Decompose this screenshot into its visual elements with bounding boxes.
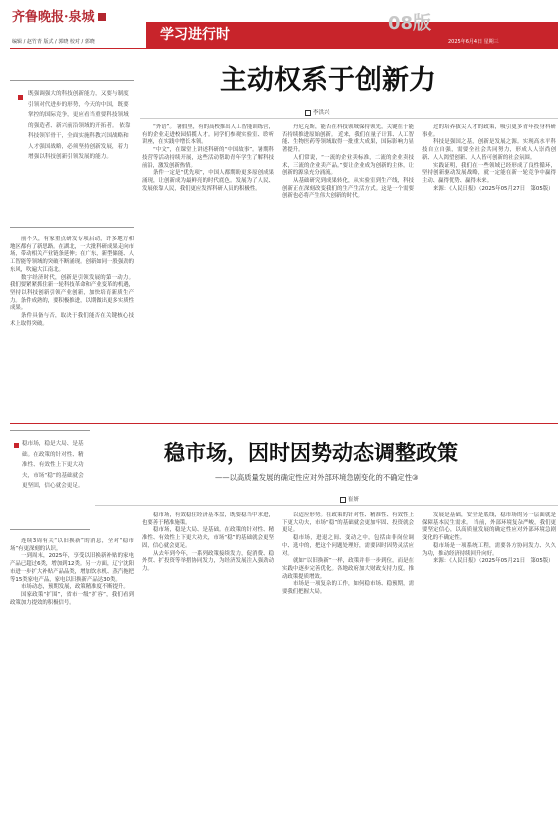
paragraph: 人们常说，“一流的企业卖标准，二流的企业卖技术，三流的企业卖产品。”要让企业成为创新的主体，让创新的源泉充分涌流。 <box>282 154 414 177</box>
article1-author: 李洪兴 <box>313 110 330 116</box>
article-divider <box>10 423 558 424</box>
article1-intro-box <box>10 80 134 228</box>
header-rule <box>10 48 558 49</box>
editor-credits: 编辑 / 赵竹青 版式 / 郭晓 校对 / 郭晓 <box>12 39 95 45</box>
paragraph: 一到周末，2025年，享受以旧换新补贴的家电产品已超过6类，增加到12类。另一方面，辽宁沈阳市进一步扩大补贴产品品类，增加饮水机、蒸汽拖把等15类家电产品，家电以旧换新产品达30类。 <box>10 553 134 583</box>
paragraph: 以适应形势。在政策的针对性、精准性、有效性上下更大功夫，市场“稳”的基础就会更加牢固、投资就会更足。 <box>282 512 414 534</box>
paragraph: 就如“以旧换新”一样，政策并非一步到位，而是在实践中逐步完善优化。各地政府加大财政支持力度，推动政策提质增效。 <box>282 558 414 580</box>
paragraph: 实践证明，我们在一些领域已经形成了良性循环，坚持创新驱动发展战略，就一定能在新一轮竞争中赢得主动、赢得优势、赢得未来。 <box>422 162 556 184</box>
article2-subtitle: ——以高质量发展的确定性应对外部环境急剧变化的不确定性③ <box>215 473 419 482</box>
article2-intro-box <box>10 430 90 530</box>
paragraph: “中文”，在课堂上讲述科研的“中国故事”。暑期科技营等活动持续开展，这些活动帮助青年学生了解科技前沿，激发创新热情。 <box>142 147 274 169</box>
intro-bullet-icon <box>18 95 23 100</box>
section-title: 学习进行时 <box>160 27 230 43</box>
paragraph: 从基础研究到成果转化，从实验室到生产线，科技创新正在深刻改变我们的生产生活方式。这是一个需要创新也必将产生伟大创新的时代。 <box>282 177 414 200</box>
paragraph: 市场是一项复杂的工作，如何稳市场、稳预期，需要我们把握大局。 <box>282 581 414 596</box>
article2-title: 稳市场，因时因势动态调整政策 <box>164 440 458 465</box>
paragraph: 从去年到今年，一系列政策接续发力，促消费、稳外贸、扩投资等举措协同发力，为经济发展注入强劲动力。 <box>142 550 274 572</box>
source-note: 来源：《人民日报》（2025年05月27日 第05版） <box>433 185 554 192</box>
article1-column-3 <box>282 124 414 416</box>
article2-column-1 <box>10 538 134 806</box>
masthead-logo <box>12 6 132 28</box>
article1-rule <box>140 118 558 119</box>
page-number: 08版 <box>388 13 432 34</box>
article1-intro: 既强调强大的科技创新能力，又要与制度引领对代进步的形势，今天的中国，既要掌控的国际竞争，更应看当重要科技领域的强造者、新兴前沿领域的开拓者。 依靠科技领军骨干，全面实施科教兴国战略和人才强国战略，必须坚持创新发展，着力增强以科技创新引领发展的能力。 <box>28 91 131 160</box>
source-note: 来源：《人民日报》（2025年05月21日 第05版） <box>433 558 554 565</box>
paragraph: 数字经济时代，创新是引领发展的第一动力。我们要紧紧抓住新一轮科技革命和产业变革的机遇，坚持以科技创新引领产业创新，加快培育新质生产力。条件成熟的，要积极推进，以期做出更多实质性成果。 <box>10 274 134 312</box>
article2-author: 崔妍 <box>348 497 360 503</box>
article2-rule <box>95 505 558 506</box>
article1-byline <box>305 108 330 116</box>
paragraph: 丹尼克斯，能否在科技领域保持领先，关键在于能否持续推进原始创新。 近来，我们在量子计算、人工智能、生物医药等领域取得一批重大成果，国际影响力显著提升。 <box>282 124 414 154</box>
masthead-seal <box>98 13 106 21</box>
issue-date: 2025年6月4日 星期三 <box>448 39 499 45</box>
masthead-text: 齐鲁晚报·泉城 <box>12 10 95 25</box>
paragraph: 前不久，有家重点研发专项启动，许多地方和地区都有了新思路。在湖北，一大批科研成果走向市场，带动相关产业链条延伸；在广东，新型储能、人工智能等领域的突破不断涌现。创新如同一股强劲的东风，吹遍大江南北。 <box>10 236 134 273</box>
paragraph: 稳市场，进退之间、变动之中，包括由非岗位调中、选中的，把这个问题处理好，需要因时因势灵活应对。 <box>282 535 414 557</box>
article1-title: 主动权系于创新力 <box>220 65 436 96</box>
paragraph: 市场动态，预期发展，政策精准度不断提升。 <box>21 584 129 591</box>
article2-column-3 <box>282 512 414 806</box>
paragraph: “外语”。 暑假里，有的高校推出人工智能训练营，有的企业走进校园招揽人才。同学们参观实验室、聆听讲座，在实践中增长本领。 <box>142 124 274 146</box>
paragraph: 稳市场，有效稳住经济基本盘，既要稳当中求进，也要善于精准施策。 <box>142 512 274 526</box>
paragraph: 国家政策“扩围”，省市一级“扩容”，我们看到政策加力提效的积极信号。 <box>10 591 134 606</box>
paragraph: 稳市场是一项系统工程，需要各方协同发力、久久为功，推动经济持续回升向好。 <box>422 542 556 557</box>
byline-icon <box>340 497 346 503</box>
byline-icon <box>305 110 311 116</box>
article1-column-4 <box>422 124 556 416</box>
article2-byline <box>340 495 359 503</box>
paragraph: 条件一定是“优先项”，中国人都期盼更多原创成果涌现，让创新成为最鲜亮的时代底色。发展为了人民、发展依靠人民，我们更应发挥科研人员的积极性。 <box>142 170 274 192</box>
paragraph: 科技是强国之基，创新是发展之源。实现高水平科技自立自强，需要全社会共同努力，形成人人崇尚创新、人人渴望创新、人人皆可创新的社会氛围。 <box>422 139 556 161</box>
paragraph: 过的培养拔尖人才的政策，吸引更多青年投身科研事业。 <box>422 124 556 138</box>
article1-column-1 <box>10 236 134 416</box>
article2-column-4 <box>422 512 556 806</box>
paragraph: 条件具备与否，取决于我们能否在关键核心技术上取得突破。 <box>10 313 134 327</box>
paragraph: 稳市场，稳是大局、是基础。在政策的针对性、精准性、有效性上下更大功夫，市场“稳”的基础就会更坚固，信心就会更足。 <box>142 527 274 549</box>
paragraph: 发展是基础，安全是底线，稳市场的另一层面就是保障基本民生需求。 当前，外部环境复杂严峻，我们更要坚定信心，以高质量发展的确定性应对外部环境急剧变化的不确定性。 <box>422 512 556 542</box>
article1-column-2 <box>142 124 274 416</box>
article2-intro: 稳市场，稳是大局、是基础。在政策的针对性、精准性、有效性上下更大功夫，市场“稳”的基础就会更坚固，信心就会更足。 <box>22 441 84 489</box>
paragraph: 连续3周有关“以旧换新”的消息，全对“稳市场”有更深刻的认识。 <box>10 538 134 552</box>
intro-bullet-icon <box>14 443 19 448</box>
article2-column-2 <box>142 512 274 806</box>
